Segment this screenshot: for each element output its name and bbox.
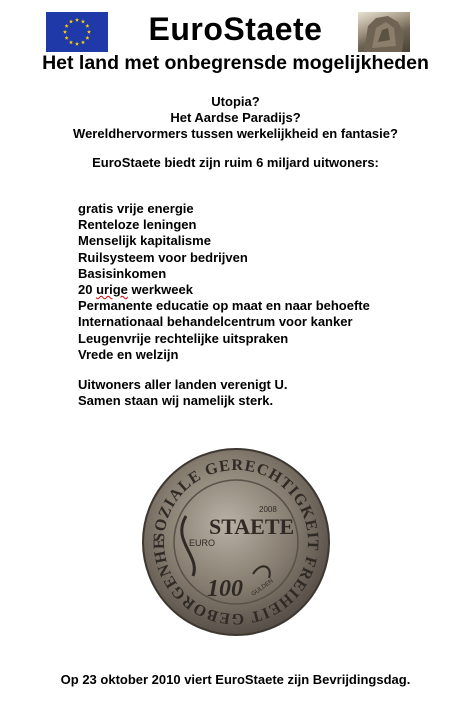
page-title: EuroStaete bbox=[148, 11, 323, 47]
closing-line: Samen staan wij namelijk sterk. bbox=[78, 393, 274, 408]
medal-center-text: STAETE bbox=[209, 514, 295, 539]
list-item: Leugenvrije rechtelijke uitspraken bbox=[78, 330, 289, 346]
list-item: gratis vrije energie bbox=[78, 201, 194, 216]
list-item: Vrede en welzijn bbox=[78, 346, 179, 362]
list-item: Ruilsysteem voor bedrijven bbox=[78, 249, 248, 265]
closing-line: Uitwoners aller landen verenigt U. bbox=[78, 377, 288, 392]
footer-text: Op 23 oktober 2010 viert EuroStaete zijn Bevrijdingsdag. bbox=[60, 672, 411, 687]
list-item: Internationaal behandelcentrum voor kanker bbox=[78, 314, 353, 330]
intro-line: Utopia? bbox=[211, 94, 260, 109]
list-item: Basisinkomen bbox=[78, 265, 167, 281]
medal-euro-text: EURO bbox=[189, 538, 216, 548]
medal-value: 100 bbox=[207, 576, 243, 602]
list-item: Menselijk kapitalisme bbox=[78, 233, 211, 249]
medal-year: 2008 bbox=[259, 505, 277, 514]
list-item: Renteloze leningen bbox=[78, 217, 197, 233]
intro-questions bbox=[0, 94, 471, 142]
intro-line: Het Aardse Paradijs? bbox=[170, 110, 301, 125]
medal-image bbox=[141, 446, 331, 638]
list-item: Permanente educatie op maat en naar behoefte bbox=[78, 298, 370, 314]
medal-outer-text: SOZIALE GERECHTIGKEIT FREIHEIT GEBORGENHE bbox=[150, 456, 322, 628]
benefits-list bbox=[78, 201, 370, 363]
list-item: 20 urige werkweek bbox=[78, 282, 193, 298]
closing-text bbox=[78, 377, 288, 409]
offer-line: EuroStaete biedt zijn ruim 6 miljard uitwoners: bbox=[92, 155, 379, 170]
intro-line: Wereldhervormers tussen werkelijkheid en fantasie? bbox=[73, 126, 398, 141]
page-subtitle: Het land met onbegrensde mogelijkheden bbox=[42, 52, 429, 74]
medal-currency: GULDEN bbox=[250, 578, 275, 598]
